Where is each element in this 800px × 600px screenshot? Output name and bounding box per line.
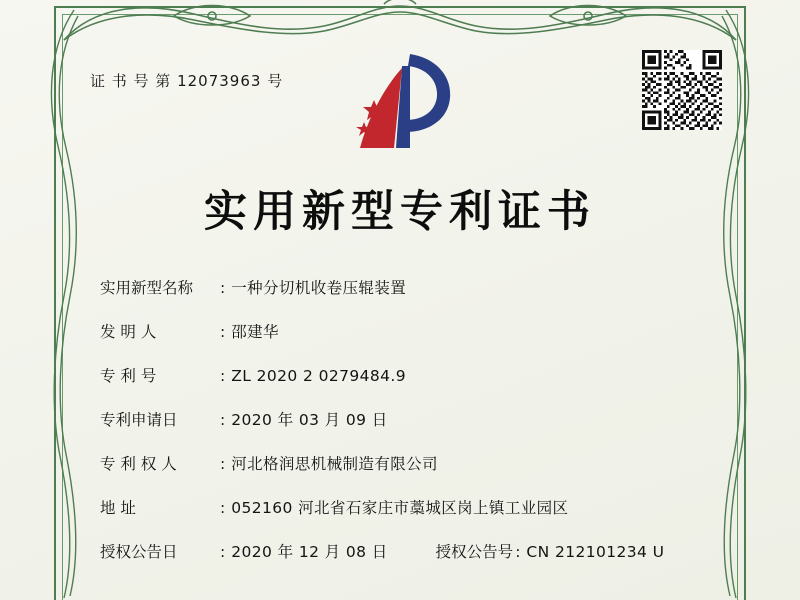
field-patent-number xyxy=(100,364,710,386)
field-colon: : xyxy=(220,279,226,297)
field-value-utility-model-name: 一种分切机收卷压辊装置 xyxy=(231,279,407,297)
certificate-fields xyxy=(100,276,710,562)
field-label-patent-number: 专 利 号 xyxy=(100,367,157,385)
field-application-date xyxy=(100,408,710,430)
field-value-grant-number: CN 212101234 U xyxy=(526,543,665,561)
page-title: 实用新型专利证书 xyxy=(204,187,596,237)
field-label-grant-number: 授权公告号 xyxy=(435,543,514,561)
field-colon: : xyxy=(220,543,226,561)
field-colon: : xyxy=(515,543,521,561)
field-address xyxy=(100,496,710,518)
field-value-inventor: 邵建华 xyxy=(231,323,279,341)
field-label-application-date: 专利申请日 xyxy=(100,411,178,429)
field-utility-model-name xyxy=(100,276,710,298)
field-patentee xyxy=(100,452,710,474)
field-label-inventor: 发 明 人 xyxy=(100,323,157,341)
field-inventor xyxy=(100,320,710,342)
field-colon: : xyxy=(220,367,226,385)
certificate-number: 证 书 号 第 12073963 号 xyxy=(90,72,284,90)
field-label-address: 地 址 xyxy=(100,499,136,517)
field-colon: : xyxy=(220,411,226,429)
field-value-patentee: 河北格润思机械制造有限公司 xyxy=(231,455,438,473)
field-colon: : xyxy=(220,499,226,517)
verification-qr-code xyxy=(642,50,722,130)
field-value-address: 052160 河北省石家庄市藁城区岗上镇工业园区 xyxy=(231,499,569,517)
field-value-grant-date: 2020 年 12 月 08 日 xyxy=(231,543,388,561)
field-label-grant-date: 授权公告日 xyxy=(100,543,178,561)
cnipa-patent-logo xyxy=(340,48,470,158)
field-grant-info xyxy=(100,540,710,562)
field-value-patent-number: ZL 2020 2 0279484.9 xyxy=(231,367,406,385)
field-colon: : xyxy=(220,455,226,473)
field-colon: : xyxy=(220,323,226,341)
field-label-patentee: 专 利 权 人 xyxy=(100,455,177,473)
field-value-application-date: 2020 年 03 月 09 日 xyxy=(231,411,388,429)
field-label-utility-model-name: 实用新型名称 xyxy=(100,279,194,297)
